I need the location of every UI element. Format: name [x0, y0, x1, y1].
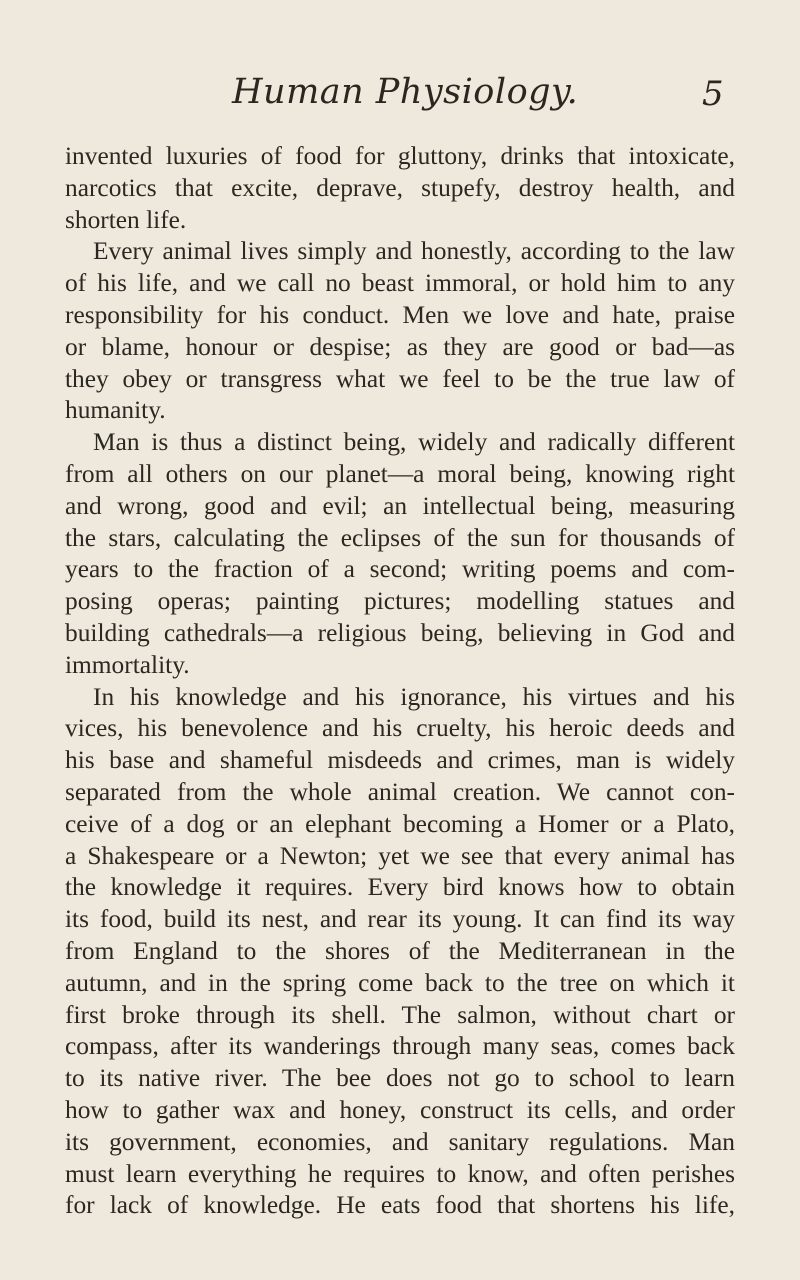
text-line: and wrong, good and evil; an intellectual being, measuring [65, 491, 735, 520]
text-line: its food, build its nest, and rear its young. It can find its way [65, 905, 735, 934]
text-line: the knowledge it requires. Every bird knows how to obtain [65, 873, 735, 902]
text-line: In his knowledge and his ignorance, his virtues and his [93, 682, 735, 711]
running-title: Human Physiology. [232, 72, 579, 112]
text-line: of his life, and we call no beast immoral, or hold him to any [65, 269, 735, 298]
text-line: Man is thus a distinct being, widely and radically different [93, 428, 735, 457]
text-line: posing operas; painting pictures; modelling statues and [65, 587, 735, 616]
text-line: invented luxuries of food for gluttony, drinks that intoxicate, [65, 142, 735, 170]
text-line: compass, after its wanderings through many seas, comes back [65, 1032, 735, 1061]
text-line: must learn everything he requires to know, and often perishes [65, 1159, 735, 1188]
text-line: or blame, honour or despise; as they are good or bad—as [65, 332, 735, 361]
text-line: from England to the shores of the Mediterranean in the [65, 936, 735, 965]
text-line: to its native river. The bee does not go to school to learn [65, 1064, 735, 1093]
text-line: years to the fraction of a second; writing poems and com- [65, 555, 735, 584]
page-number: 5 [702, 74, 724, 114]
body-text [65, 141, 735, 1222]
text-line: they obey or transgress what we feel to be the true law of [65, 364, 735, 393]
text-line: responsibility for his conduct. Men we love and hate, praise [65, 300, 735, 329]
text-line: the stars, calculating the eclipses of the sun for thousands of [65, 523, 735, 552]
text-line: humanity. [65, 396, 166, 425]
text-line: a Shakespeare or a Newton; yet we see that every animal has [65, 841, 735, 870]
text-line: Every animal lives simply and honestly, according to the law [93, 237, 735, 266]
text-line: immortality. [65, 650, 190, 679]
text-line: shorten life. [65, 205, 187, 234]
text-line: its government, economies, and sanitary regulations. Man [65, 1127, 735, 1156]
text-line: building cathedrals—a religious being, believing in God and [65, 618, 735, 647]
text-line: autumn, and in the spring come back to the tree on which it [65, 968, 735, 997]
text-line: his base and shameful misdeeds and crimes, man is widely [65, 746, 735, 775]
text-line: for lack of knowledge. He eats food that shortens his life, [65, 1191, 735, 1220]
text-line: how to gather wax and honey, construct its cells, and order [65, 1095, 735, 1124]
text-line: vices, his benevolence and his cruelty, his heroic deeds and [65, 714, 735, 743]
text-line: separated from the whole animal creation. We cannot con- [65, 777, 735, 806]
text-line: from all others on our planet—a moral being, knowing right [65, 459, 735, 488]
page-header [0, 72, 800, 132]
text-line: ceive of a dog or an elephant becoming a Homer or a Plato, [65, 809, 735, 838]
text-line: narcotics that excite, deprave, stupefy, destroy health, and [65, 173, 735, 202]
text-line: first broke through its shell. The salmon, without chart or [65, 1000, 735, 1029]
